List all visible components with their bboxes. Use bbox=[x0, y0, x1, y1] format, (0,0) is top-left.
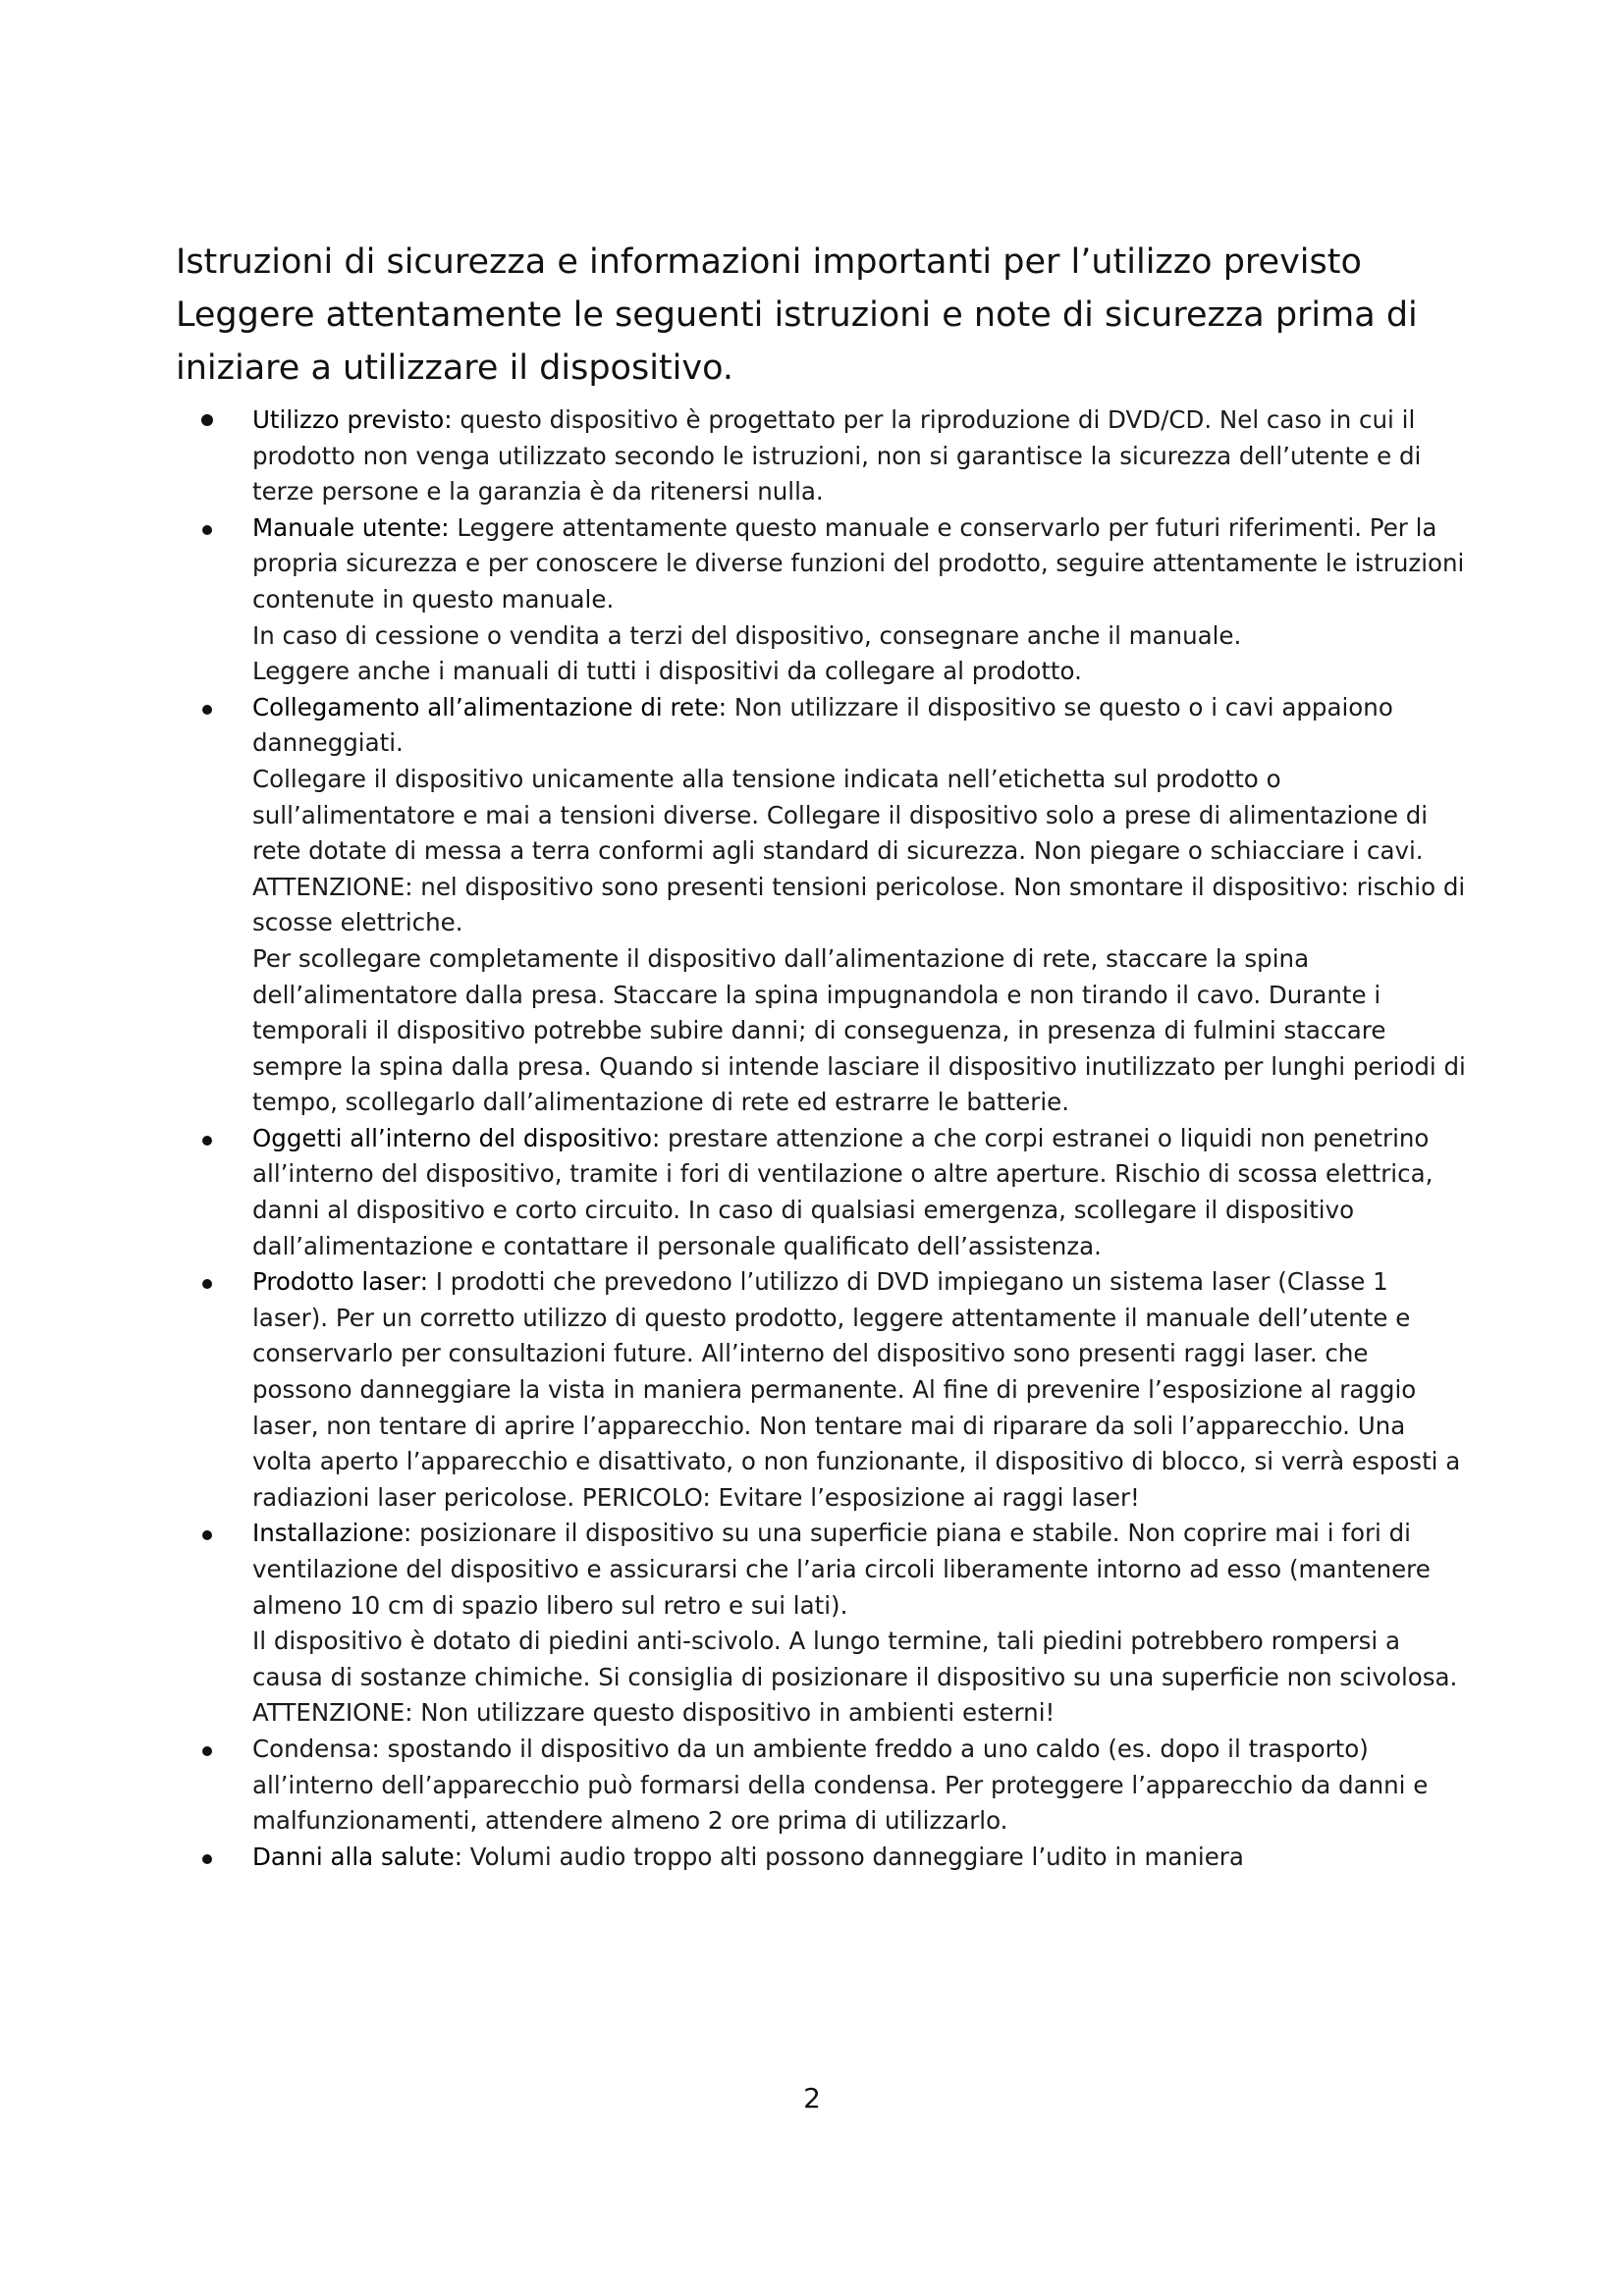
paragraph: ATTENZIONE: Non utilizzare questo dispositivo in ambienti esterni! bbox=[252, 1698, 1056, 1728]
page-number: 2 bbox=[803, 2082, 821, 2114]
list-item-oggetti-interno bbox=[252, 1121, 1470, 1264]
paragraph bbox=[252, 1121, 1470, 1264]
paragraph: Collegare il dispositivo unicamente alla tensione indicata nell’etichetta sul prodotto o sull’alimentatore e mai a tensioni diverse. Collegare il dispositivo solo a prese di alimentazione di rete dotate di messa a terra conformi agli standard di sicurezza. Non piegare o schiacciare i cavi. bbox=[252, 764, 1429, 866]
paragraph bbox=[252, 1516, 1470, 1624]
item-term: Danni alla salute: bbox=[252, 1842, 463, 1871]
item-text: Non utilizzare il dispositivo se questo o i cavi appaiono danneggiati. bbox=[252, 692, 1393, 758]
list-item-prodotto-laser bbox=[252, 1264, 1470, 1516]
bullet-icon bbox=[202, 1279, 212, 1289]
item-term: Oggetti all’interno del dispositivo: bbox=[252, 1123, 661, 1152]
list-item-danni-salute bbox=[252, 1840, 1470, 1876]
paragraph: In caso di cessione o vendita a terzi del dispositivo, consegnare anche il manuale. bbox=[252, 620, 1242, 650]
list-item-collegamento-alimentazione bbox=[252, 690, 1470, 1121]
list-item-condensa bbox=[252, 1732, 1470, 1840]
heading-line: iniziare a utilizzare il dispositivo. bbox=[176, 348, 733, 388]
item-text: I prodotti che prevedono l’utilizzo di DVD impiegano un sistema laser (Classe 1 laser). Per un corretto utilizzo di questo prodotto, leggere attentamente il manuale dell’utente e conservarlo per consultazioni future. All’interno del dispositivo sono presenti raggi laser. che possono danneggiare la vista in maniera permanente. Al fine di prevenire l’esposizione al raggio laser, non tentare di aprire l’apparecchio. Non tentare mai di riparare da soli l’apparecchio. Una volta aperto l’apparecchio e disattivato, o non funzionante, il dispositivo di blocco, si verrà esposti a radiazioni laser pericolose. PERICOLO: Evitare l’esposizione ai raggi laser! bbox=[252, 1267, 1461, 1512]
item-text: posizionare il dispositivo su una superficie piana e stabile. Non coprire mai i fori di ventilazione del dispositivo e assicurarsi che l’aria circoli liberamente intorno ad esso (mantenere almeno 10 cm di spazio libero sul retro e sui lati). bbox=[252, 1519, 1431, 1620]
paragraph: ATTENZIONE: nel dispositivo sono presenti tensioni pericolose. Non smontare il dispositivo: rischio di scosse elettriche. bbox=[252, 872, 1466, 937]
bullet-icon bbox=[202, 705, 212, 715]
bullet-icon bbox=[202, 1136, 212, 1146]
paragraph: Per scollegare completamente il dispositivo dall’alimentazione di rete, staccare la spina dell’alimentatore dalla presa. Staccare la spina impugnandola e non tirando il cavo. Durante i temporali il dispositivo potrebbe subire danni; di conseguenza, in presenza di fulmini staccare sempre la spina dalla presa. Quando si intende lasciare il dispositivo inutilizzato per lunghi periodi di tempo, scollegarlo dall’alimentazione di rete ed estrarre le batterie. bbox=[252, 943, 1466, 1117]
item-term: Manuale utente: bbox=[252, 512, 450, 542]
item-text: prestare attenzione a che corpi estranei o liquidi non penetrino all’interno del dispositivo, tramite i fori di ventilazione o altre aperture. Rischio di scossa elettrica, danni al dispositivo e corto circuito. In caso di qualsiasi emergenza, scollegare il dispositivo dall’alimentazione e contattare il personale qualificato dell’assistenza. bbox=[252, 1123, 1434, 1260]
paragraph bbox=[252, 510, 1470, 618]
bullet-icon bbox=[202, 1746, 212, 1756]
list-item-installazione bbox=[252, 1516, 1470, 1732]
paragraph: Condensa: spostando il dispositivo da un ambiente freddo a uno caldo (es. dopo il trasporto) all’interno dell’apparecchio può formarsi della condensa. Per proteggere l’apparecchio da danni e malfunzionamenti, attendere almeno 2 ore prima di utilizzarlo. bbox=[252, 1734, 1429, 1836]
paragraph bbox=[252, 1840, 1470, 1876]
item-term: Collegamento all’alimentazione di rete: bbox=[252, 692, 728, 721]
list-item-utilizzo-previsto bbox=[252, 402, 1470, 510]
paragraph: Leggere anche i manuali di tutti i dispositivi da collegare al prodotto. bbox=[252, 657, 1082, 686]
paragraph bbox=[252, 690, 1470, 762]
item-text: Volumi audio troppo alti possono danneggiare l’udito in maniera bbox=[462, 1842, 1244, 1871]
item-term: Prodotto laser: bbox=[252, 1267, 428, 1297]
page-title bbox=[176, 236, 1452, 395]
heading-line: Leggere attentamente le seguenti istruzioni e note di sicurezza prima di bbox=[176, 295, 1418, 335]
heading-line: Istruzioni di sicurezza e informazioni importanti per l’utilizzo previsto bbox=[176, 242, 1362, 282]
paragraph: Il dispositivo è dotato di piedini anti-scivolo. A lungo termine, tali piedini potrebbero rompersi a causa di sostanze chimiche. Si consiglia di posizionare il dispositivo su una superficie non scivolosa. bbox=[252, 1627, 1458, 1691]
bullet-icon bbox=[201, 414, 213, 426]
safety-instructions-list bbox=[252, 402, 1470, 1875]
item-text: Leggere attentamente questo manuale e conservarlo per futuri riferimenti. Per la propria sicurezza e per conoscere le diverse funzioni del prodotto, seguire attentamente le istruzioni contenute in questo manuale. bbox=[252, 512, 1465, 614]
bullet-icon bbox=[202, 1530, 212, 1540]
paragraph bbox=[252, 402, 1470, 510]
item-text: questo dispositivo è progettato per la riproduzione di DVD/CD. Nel caso in cui il prodotto non venga utilizzato secondo le istruzioni, non si garantisce la sicurezza dell’utente e di terze persone e la garanzia è da ritenersi nulla. bbox=[252, 405, 1422, 507]
item-term: Utilizzo previsto: bbox=[252, 405, 453, 434]
paragraph bbox=[252, 1264, 1470, 1516]
item-term: Installazione: bbox=[252, 1519, 412, 1548]
bullet-icon bbox=[202, 1854, 212, 1864]
bullet-icon bbox=[202, 525, 212, 535]
list-item-manuale-utente bbox=[252, 510, 1470, 690]
